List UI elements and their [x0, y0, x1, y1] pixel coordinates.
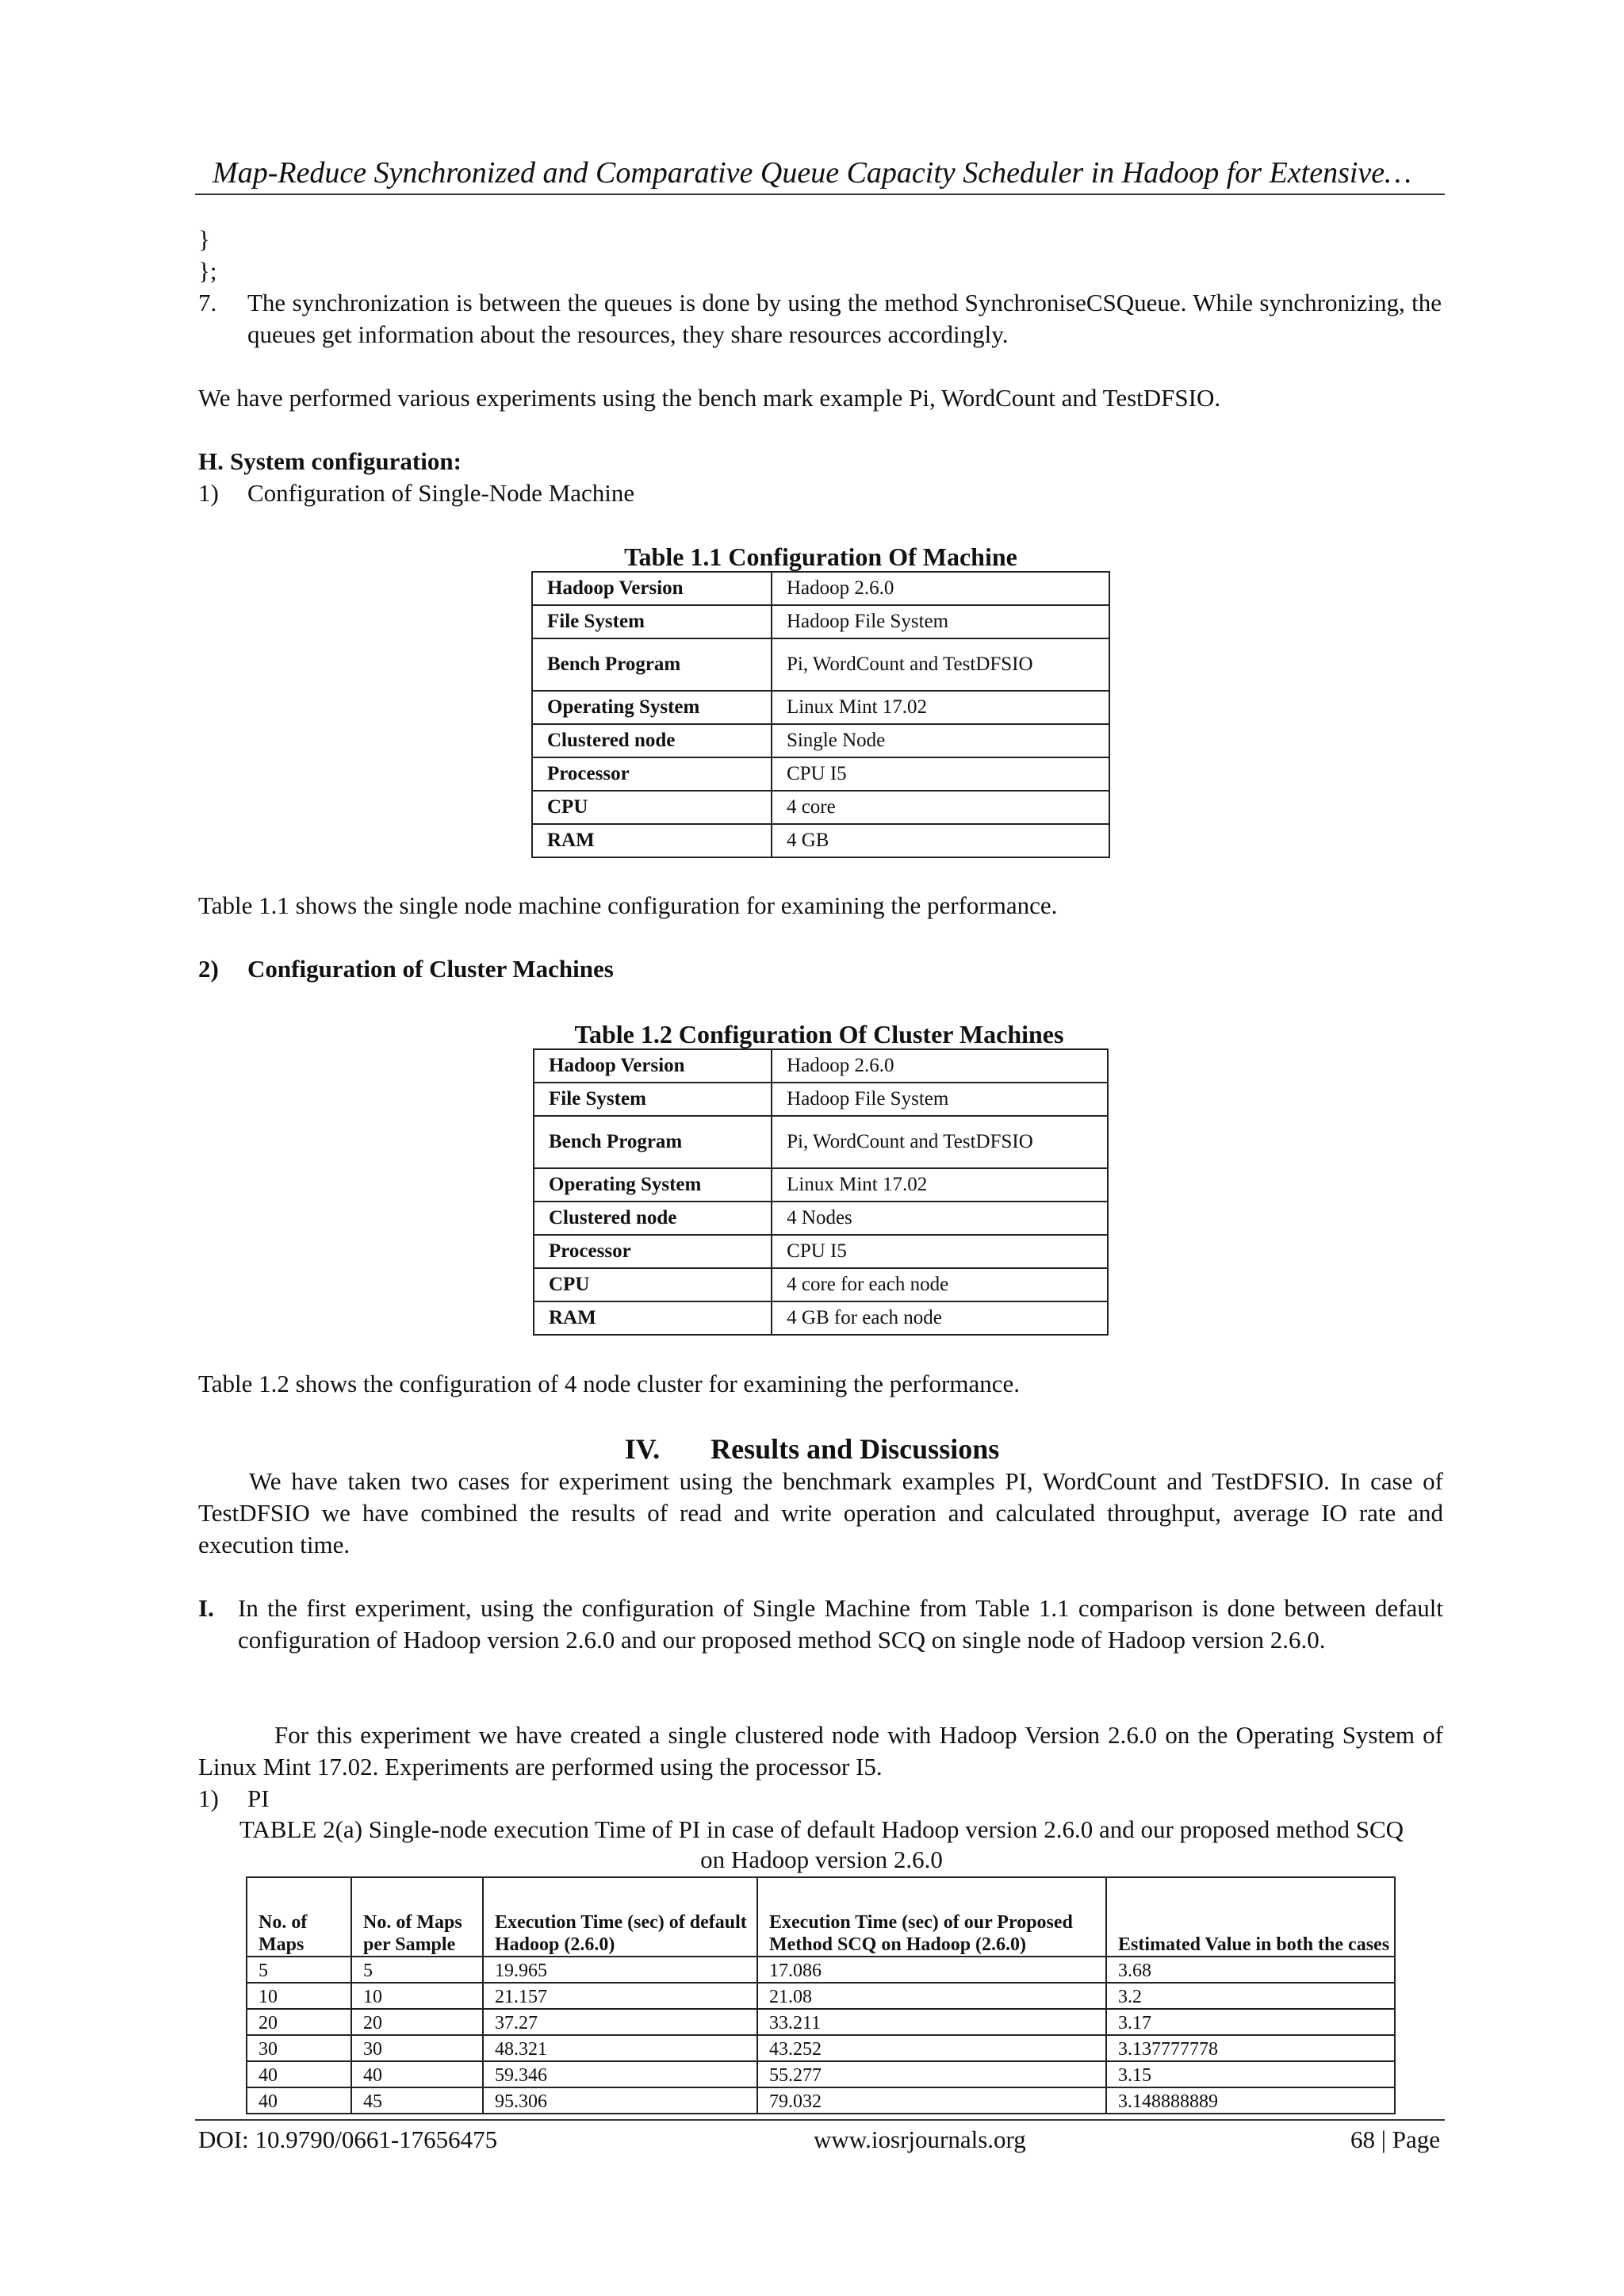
table-2-description: Table 1.2 shows the configuration of 4 node cluster for examining the performance.	[198, 1370, 1021, 1397]
table-cell: 5	[247, 1957, 351, 1983]
table-key: Bench Program	[534, 1116, 772, 1168]
table-row	[247, 2087, 1395, 2114]
table-value: Pi, WordCount and TestDFSIO	[772, 638, 1109, 691]
table-1-caption: Table 1.1 Configuration Of Machine	[624, 542, 1017, 571]
table-cell: 21.157	[483, 1983, 757, 2009]
table-cell: 10	[351, 1983, 483, 2009]
table-value: CPU I5	[772, 757, 1109, 791]
running-header: Map-Reduce Synchronized and Comparative Queue Capacity Scheduler in Hadoop for Extensive…	[213, 156, 1411, 190]
table-value: Hadoop File System	[772, 1083, 1108, 1116]
table-cell: 3.15	[1106, 2061, 1395, 2087]
table-2	[533, 1048, 1109, 1336]
table-value: Hadoop File System	[772, 605, 1109, 638]
table-cell: 3.148888889	[1106, 2087, 1395, 2114]
table-row	[532, 605, 1109, 638]
results-paragraph: We have taken two cases for experiment using the benchmark examples PI, WordCount and TestDFSIO. In case of TestDFSIO we have combined the results of read and write operation and calculated throughput, average IO rate and execution time.	[198, 1467, 1443, 1558]
table-cell: 37.27	[483, 2009, 757, 2035]
table-key: CPU	[534, 1268, 772, 1301]
table-cell: 40	[351, 2061, 483, 2087]
experiments-paragraph: We have performed various experiments using the bench mark example Pi, WordCount and TestDFSIO.	[198, 384, 1221, 412]
table-value: 4 GB for each node	[772, 1301, 1108, 1335]
table-cell: 48.321	[483, 2035, 757, 2061]
table-cell: 33.211	[757, 2009, 1106, 2035]
section-number: IV.	[624, 1433, 661, 1465]
item-1-text: Configuration of Single-Node Machine	[247, 479, 635, 507]
table-cell: 3.137777778	[1106, 2035, 1395, 2061]
list-number: 1)	[198, 479, 219, 507]
table-cell: 40	[247, 2061, 351, 2087]
table-value: CPU I5	[772, 1235, 1108, 1268]
table-cell: 3.2	[1106, 1983, 1395, 2009]
table-value: Single Node	[772, 724, 1109, 757]
table-row	[247, 1957, 1395, 1983]
item-2-text: Configuration of Cluster Machines	[247, 955, 614, 983]
table-key: Bench Program	[532, 638, 772, 691]
table-row	[534, 1268, 1108, 1301]
footer-site: www.iosrjournals.org	[814, 2125, 1026, 2153]
table-row	[534, 1083, 1108, 1116]
table-cell: 30	[247, 2035, 351, 2061]
table-value: Linux Mint 17.02	[772, 691, 1109, 724]
table-row	[247, 1983, 1395, 2009]
column-header: No. of Maps per Sample	[351, 1877, 483, 1957]
single-node-paragraph: For this experiment we have created a single clustered node with Hadoop Version 2.6.0 on the Operating System of Linux Mint 17.02. Experiments are performed using the processor I5.	[198, 1721, 1443, 1780]
table-cell: 43.252	[757, 2035, 1106, 2061]
table-cell: 30	[351, 2035, 483, 2061]
item-i-text: In the first experiment, using the configuration of Single Machine from Table 1.1 comparison is done between default configuration of Hadoop version 2.6.0 and our proposed method SCQ on single node of Hadoop version 2.6.0.	[238, 1594, 1443, 1654]
table-cell: 95.306	[483, 2087, 757, 2114]
table-row	[247, 2061, 1395, 2087]
table-key: RAM	[532, 824, 772, 857]
list-number: 1)	[198, 1784, 219, 1812]
code-line: };	[198, 257, 217, 285]
section-title: Results and Discussions	[710, 1433, 1000, 1465]
table-row	[532, 824, 1109, 857]
table-key: RAM	[534, 1301, 772, 1335]
table-key: Hadoop Version	[532, 572, 772, 605]
table-key: Clustered node	[532, 724, 772, 757]
table-3-caption: TABLE 2(a) Single-node execution Time of PI in case of default Hadoop version 2.6.0 and our proposed method SCQ on Hadoop version 2.6.0	[239, 1815, 1404, 1873]
table-cell: 17.086	[757, 1957, 1106, 1983]
table-row	[247, 2035, 1395, 2061]
table-key: Hadoop Version	[534, 1049, 772, 1083]
table-key: File System	[534, 1083, 772, 1116]
table-value: 4 GB	[772, 824, 1109, 857]
column-header: Execution Time (sec) of our Proposed Method SCQ on Hadoop (2.6.0)	[757, 1877, 1106, 1957]
table-row	[532, 691, 1109, 724]
table-1-description: Table 1.1 shows the single node machine configuration for examining the performance.	[198, 891, 1058, 919]
table-cell: 3.68	[1106, 1957, 1395, 1983]
table-key: CPU	[532, 791, 772, 824]
table-row	[532, 572, 1109, 605]
header-divider	[195, 194, 1445, 195]
table-value: Pi, WordCount and TestDFSIO	[772, 1116, 1108, 1168]
table-cell: 5	[351, 1957, 483, 1983]
table-row	[534, 1168, 1108, 1202]
table-key: Clustered node	[534, 1202, 772, 1235]
table-cell: 19.965	[483, 1957, 757, 1983]
table-value: 4 core	[772, 791, 1109, 824]
table-header-row	[247, 1877, 1395, 1957]
table-cell: 79.032	[757, 2087, 1106, 2114]
table-cell: 3.17	[1106, 2009, 1395, 2035]
column-header: Execution Time (sec) of default Hadoop (2.6.0)	[483, 1877, 757, 1957]
table-value: Hadoop 2.6.0	[772, 572, 1109, 605]
table-row	[532, 638, 1109, 691]
table-row	[247, 2009, 1395, 2035]
table-3	[246, 1876, 1396, 2114]
section-iv-heading	[0, 1432, 1624, 1466]
table-key: Operating System	[532, 691, 772, 724]
table-cell: 40	[247, 2087, 351, 2114]
table-key: Processor	[534, 1235, 772, 1268]
table-cell: 59.346	[483, 2061, 757, 2087]
table-value: 4 core for each node	[772, 1268, 1108, 1301]
table-key: File System	[532, 605, 772, 638]
table-row	[534, 1049, 1108, 1083]
section-h-label: H.	[198, 447, 224, 475]
table-value: Linux Mint 17.02	[772, 1168, 1108, 1202]
table-cell: 10	[247, 1983, 351, 2009]
table-row	[532, 724, 1109, 757]
table-row	[532, 757, 1109, 791]
table-key: Operating System	[534, 1168, 772, 1202]
table-row	[534, 1235, 1108, 1268]
table-cell: 20	[247, 2009, 351, 2035]
table-row	[532, 791, 1109, 824]
table-key: Processor	[532, 757, 772, 791]
table-value: Hadoop 2.6.0	[772, 1049, 1108, 1083]
list-number: 7.	[198, 289, 217, 316]
footer-divider	[195, 2119, 1445, 2121]
item-pi-text: PI	[247, 1784, 270, 1812]
table-row	[534, 1301, 1108, 1335]
code-line: }	[198, 225, 210, 253]
list-number: 2)	[198, 955, 219, 983]
table-cell: 45	[351, 2087, 483, 2114]
table-2-caption: Table 1.2 Configuration Of Cluster Machines	[574, 1020, 1064, 1048]
table-row	[534, 1202, 1108, 1235]
table-cell: 20	[351, 2009, 483, 2035]
column-header: No. of Maps	[247, 1877, 351, 1957]
table-cell: 55.277	[757, 2061, 1106, 2087]
footer-doi: DOI: 10.9790/0661-17656475	[198, 2125, 498, 2153]
section-h-title: System configuration:	[230, 447, 462, 475]
column-header: Estimated Value in both the cases	[1106, 1877, 1395, 1957]
table-cell: 21.08	[757, 1983, 1106, 2009]
footer-page: 68 | Page	[1350, 2125, 1440, 2153]
step-7-text: The synchronization is between the queues is done by using the method SynchroniseCSQueue. While synchronizing, the queues get information about the resources, they share resources accordingly.	[247, 289, 1442, 348]
table-1	[531, 571, 1110, 858]
table-row	[534, 1116, 1108, 1168]
table-value: 4 Nodes	[772, 1202, 1108, 1235]
list-label: I.	[198, 1594, 214, 1622]
